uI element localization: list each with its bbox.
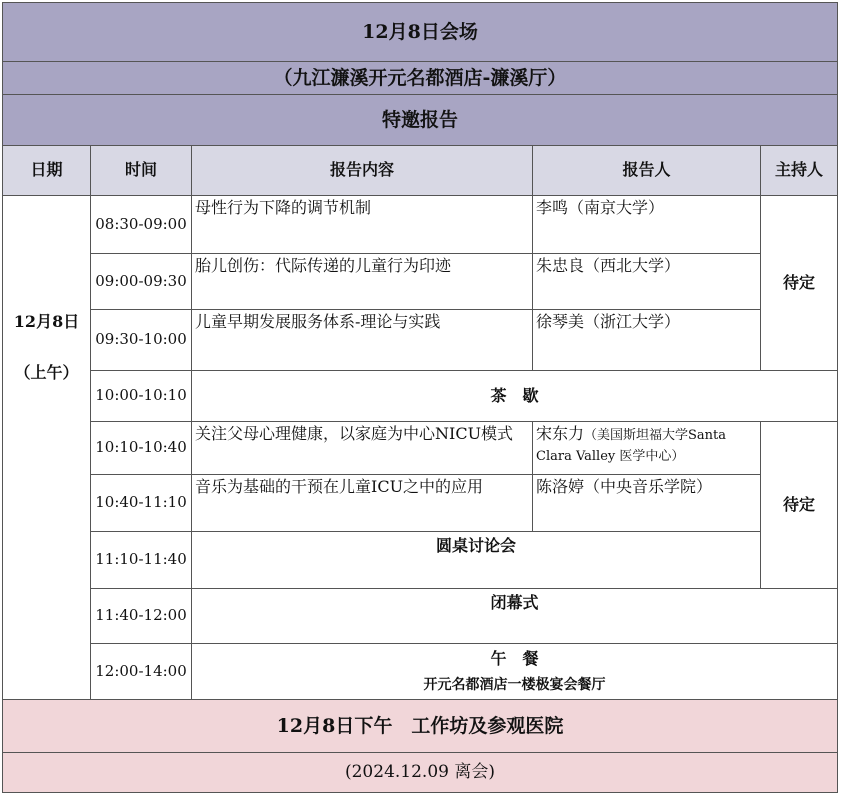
speaker-org: （美国斯坦福大学Santa Clara Valley 医学中心） xyxy=(536,428,727,464)
afternoon-title: 12月8日下午 工作坊及参观医院 xyxy=(2,699,838,753)
lunch-title: 午 餐 xyxy=(490,649,539,668)
row-time: 12:00-14:00 xyxy=(90,643,192,700)
host-cell: 待定 xyxy=(760,195,838,371)
lunch-cell xyxy=(191,643,838,700)
date-day: 12月8日 xyxy=(13,312,80,331)
closing-ceremony: 闭幕式 xyxy=(191,588,838,644)
row-content: 音乐为基础的干预在儿童ICU之中的应用 xyxy=(191,474,533,532)
row-speaker: 朱忠良（西北大学） xyxy=(532,253,761,310)
row-time: 10:10-10:40 xyxy=(90,421,192,475)
header-content: 报告内容 xyxy=(191,145,533,196)
header-host: 主持人 xyxy=(760,145,838,196)
tea-break: 茶 歇 xyxy=(191,370,838,422)
venue-title: 12月8日会场 xyxy=(2,2,838,62)
afternoon-subtitle: (2024.12.09 离会) xyxy=(2,752,838,793)
header-date: 日期 xyxy=(2,145,91,196)
venue-subtitle: （九江濂溪开元名都酒店-濂溪厅） xyxy=(2,61,838,95)
round-table: 圆桌讨论会 xyxy=(191,531,761,589)
row-speaker xyxy=(532,421,761,475)
row-time: 11:10-11:40 xyxy=(90,531,192,589)
row-content: 胎儿创伤：代际传递的儿童行为印迹 xyxy=(191,253,533,310)
row-speaker: 李鸣（南京大学） xyxy=(532,195,761,254)
row-time: 10:40-11:10 xyxy=(90,474,192,532)
header-time: 时间 xyxy=(90,145,192,196)
date-cell xyxy=(2,195,91,700)
row-content: 关注父母心理健康，以家庭为中心NICU模式 xyxy=(191,421,533,475)
speaker-name: 宋东力 xyxy=(536,424,585,443)
host-cell: 待定 xyxy=(760,421,838,589)
row-time: 11:40-12:00 xyxy=(90,588,192,644)
row-time: 08:30-09:00 xyxy=(90,195,192,254)
row-time: 09:00-09:30 xyxy=(90,253,192,310)
date-period: （上午） xyxy=(14,362,79,382)
row-content: 儿童早期发展服务体系-理论与实践 xyxy=(191,309,533,371)
row-speaker: 徐琴美（浙江大学） xyxy=(532,309,761,371)
section-title: 特邀报告 xyxy=(2,94,838,146)
row-speaker: 陈洛婷（中央音乐学院） xyxy=(532,474,761,532)
header-speaker: 报告人 xyxy=(532,145,761,196)
row-time: 09:30-10:00 xyxy=(90,309,192,371)
lunch-location: 开元名都酒店一楼极宴会餐厅 xyxy=(423,676,606,693)
row-time: 10:00-10:10 xyxy=(90,370,192,422)
row-content: 母性行为下降的调节机制 xyxy=(191,195,533,254)
